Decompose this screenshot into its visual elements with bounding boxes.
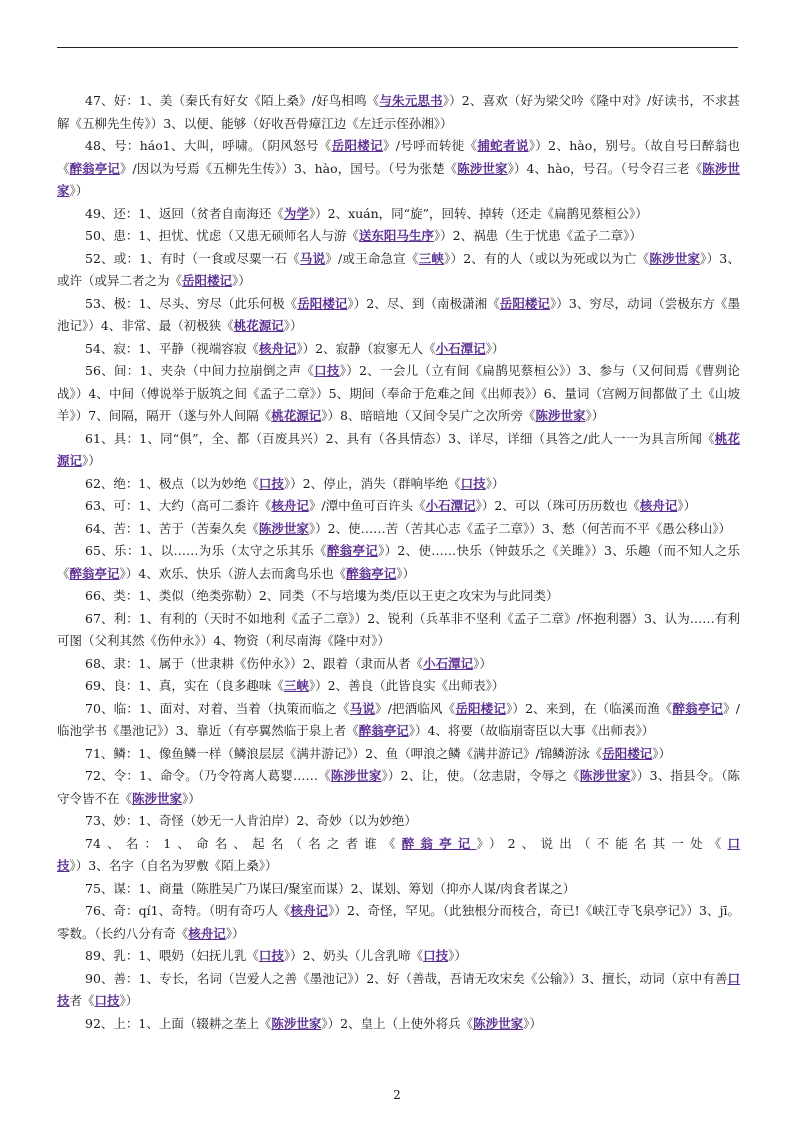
entry-text: 》） xyxy=(523,1015,542,1031)
entry-paragraph xyxy=(57,945,740,968)
entry-text: 》）2、让，使。（忿恚尉，令辱之《 xyxy=(381,768,580,783)
source-link[interactable]: 陈涉世家 xyxy=(649,250,701,266)
source-link[interactable]: 醉翁亭记 xyxy=(401,835,477,851)
entry-text: 62、绝：1、极点（以为妙绝《 xyxy=(85,475,259,491)
source-link[interactable]: 岳阳楼记 xyxy=(602,745,653,761)
entry-text: 》） xyxy=(82,453,101,468)
entry-paragraph xyxy=(57,743,740,766)
source-link[interactable]: 口技 xyxy=(94,993,120,1008)
source-link[interactable]: 核舟记 xyxy=(639,498,678,513)
entry-text: 》）4、hào，号召。（号令召三老《 xyxy=(507,160,703,176)
entry-text: 47、好：1、美（秦氏有好女《陌上桑》/好鸟相鸣《 xyxy=(85,93,380,108)
entry-text: 》/潭中鱼可百许头《 xyxy=(308,498,426,513)
entry-text: 69、良：1、真，实在（良多趣味《 xyxy=(85,678,284,693)
entry-text: 》）2、皇上（上使外将兵《 xyxy=(321,1015,474,1031)
source-link[interactable]: 核舟记 xyxy=(188,925,226,941)
source-link[interactable]: 陈涉世家 xyxy=(473,1015,524,1031)
entry-text: 》/因以为号焉《五柳先生传》）3、hào，国号。（号为张楚《 xyxy=(119,160,458,176)
entry-text: 》/把酒临风《 xyxy=(375,700,456,716)
entry-text: 》）2、奇怪，罕见。（此独根分而枝合，奇已!《峡江寺飞泉亭记》）3、jī。零数。（长约八分有奇《 xyxy=(57,903,741,941)
entry-paragraph xyxy=(57,765,740,810)
entry-text: 70、临：1、面对、对着、当着（执策而临之《 xyxy=(85,700,350,716)
source-link[interactable]: 口技 xyxy=(258,475,284,491)
entry-text: 》）2、可以（珠可历历数也《 xyxy=(475,498,640,513)
entry-text: 》） xyxy=(485,475,505,491)
entry-text: 67、利：1、有利的（天时不如地利《孟子二章》）2、锐利（兵革非不坚利《孟子二章》/怀抱利器）3、认为……有利可图（父利其然《伤仲永》）4、物资（利尽南海《隆中对》） xyxy=(57,610,740,648)
entry-paragraph xyxy=(57,1013,740,1036)
entry-text: 75、谋：1、商量（陈胜吴广乃谋曰/聚室而谋）2、谋划、筹划（抑亦人谋/肉食者谋之） xyxy=(85,880,576,896)
source-link[interactable]: 醉翁亭记 xyxy=(69,160,120,176)
source-link[interactable]: 岳阳楼记 xyxy=(297,295,348,311)
source-link[interactable]: 岳阳楼记 xyxy=(331,138,383,153)
source-link[interactable]: 三峡 xyxy=(283,678,309,693)
source-link[interactable]: 陈涉世家 xyxy=(132,790,183,806)
entry-paragraph xyxy=(57,518,740,541)
entry-text: 》） xyxy=(652,745,672,761)
entry-text: 52、或：1、有时（一食或尽粟一石《 xyxy=(85,250,300,266)
entry-text: 65、乐：1、以……为乐（太守之乐其乐《 xyxy=(85,543,327,558)
entry-paragraph xyxy=(57,900,740,945)
entry-paragraph xyxy=(57,473,740,496)
source-link[interactable]: 小石潭记 xyxy=(423,655,474,671)
entry-text: 50、患：1、担忧、忧虑（又患无硕师名人与游《 xyxy=(85,228,359,243)
source-link[interactable]: 口技 xyxy=(57,835,740,873)
entry-text: 》）2、祸患（生于忧患《孟子二章》） xyxy=(433,228,642,243)
source-link[interactable]: 核舟记 xyxy=(258,340,297,356)
source-link[interactable]: 陈涉世家 xyxy=(271,1015,322,1031)
entry-text: 》）2、停止，消失（群响毕绝《 xyxy=(283,475,461,491)
entry-paragraph xyxy=(57,585,740,608)
source-link[interactable]: 送东阳马生序 xyxy=(358,228,434,243)
entry-text: 》）2、尽、到（南极潇湘《 xyxy=(347,295,500,311)
source-link[interactable]: 醉翁亭记 xyxy=(358,723,409,738)
source-link[interactable]: 岳阳楼记 xyxy=(499,295,550,311)
source-link[interactable]: 醉翁亭记 xyxy=(346,565,397,581)
entry-text: 》） xyxy=(473,655,492,671)
source-link[interactable]: 口技 xyxy=(258,948,284,963)
source-link[interactable]: 醉翁亭记 xyxy=(69,565,120,581)
entry-text: 》）2、说出（不能名其一处《 xyxy=(476,835,728,851)
entry-paragraph xyxy=(57,675,740,698)
entry-paragraph xyxy=(57,203,740,226)
page-number: 2 xyxy=(393,1088,401,1102)
source-link[interactable]: 陈涉世家 xyxy=(579,768,631,783)
entry-text: 》）2、有的人（或以为死或以为亡《 xyxy=(444,250,650,266)
entry-paragraph xyxy=(57,878,740,901)
entry-text: 》/或王命急宣《 xyxy=(325,250,419,266)
entry-text: 》） xyxy=(69,183,89,198)
entry-text: 》）8、暗暗地（又间令吴广之次所旁《 xyxy=(321,408,536,423)
entry-text: 54、寂：1、平静（视端容寂《 xyxy=(85,340,259,356)
entry-paragraph xyxy=(57,540,740,585)
source-link[interactable]: 桃花源记 xyxy=(57,430,740,468)
entry-paragraph xyxy=(57,495,740,518)
entry-text: 》） xyxy=(182,790,201,806)
entry-text: 》）3、名字（自名为罗敷《陌上桑》） xyxy=(69,858,278,873)
source-link[interactable]: 桃花源记 xyxy=(233,318,284,333)
entry-paragraph xyxy=(57,428,740,473)
entry-paragraph xyxy=(57,90,740,135)
entry-text: 》） xyxy=(232,273,251,288)
entry-text: 》）2、xuán，同“旋”，回转、掉转（还走《扁鹊见蔡桓公》） xyxy=(308,205,648,221)
entry-text: 64、苦：1、苦于（苦秦久矣《 xyxy=(85,520,259,536)
entry-text: 71、鳞：1、像鱼鳞一样（鳞浪层层《满井游记》）2、鱼（呷浪之鳞《满井游记》/锦鳞游泳《 xyxy=(85,745,603,761)
entry-text: 48、号：háo1、大叫，呼啸。（阴风怒号《 xyxy=(85,138,332,153)
source-link[interactable]: 桃花源记 xyxy=(271,408,322,423)
entry-text: 》） xyxy=(448,948,467,963)
entry-text: 63、可：1、大约（高可二黍许《 xyxy=(85,498,272,513)
entry-paragraph xyxy=(57,338,740,361)
source-link[interactable]: 口技 xyxy=(57,970,740,1008)
entry-text: 53、极：1、尽头、穷尽（此乐何极《 xyxy=(85,295,298,311)
source-link[interactable]: 小石潭记 xyxy=(435,340,486,356)
source-link[interactable]: 醉翁亭记 xyxy=(326,543,379,558)
entry-text: 》）4、欢乐、快乐（游人去而禽鸟乐也《 xyxy=(119,565,347,581)
entry-text: 76、奇：qí1、奇特。（明有奇巧人《 xyxy=(85,903,291,918)
source-link[interactable]: 三峡 xyxy=(418,250,445,266)
entry-paragraph xyxy=(57,248,740,293)
entry-paragraph xyxy=(57,135,740,203)
source-link[interactable]: 陈涉世家 xyxy=(535,408,586,423)
entry-text: 》）2、使……苦（苦其心志《孟子二章》）3、愁（何苦而不平《愚公移山》） xyxy=(308,520,732,536)
source-link[interactable]: 陈涉世家 xyxy=(57,160,740,198)
source-link[interactable]: 陈涉世家 xyxy=(258,520,309,536)
source-link[interactable]: 为学 xyxy=(283,205,309,221)
entry-text: 》）2、喜欢（好为梁父吟《隆中对》/好读书，不求甚解《五柳先生传》）3、以便、能够（好收吾骨瘴江边《左迁示侄孙湘》） xyxy=(57,93,740,131)
source-link[interactable]: 与朱元思书 xyxy=(379,93,443,108)
entry-text: 》） xyxy=(585,408,605,423)
entry-text: 》） xyxy=(485,340,505,356)
entry-text: 》/临池学书《墨池记》）3、靠近（有亭翼然临于泉上者《 xyxy=(57,700,740,738)
entry-text: 》） xyxy=(283,318,303,333)
entry-text: 》/号呼而转徙《 xyxy=(382,138,478,153)
source-link[interactable]: 核舟记 xyxy=(290,903,329,918)
entry-text: 》） xyxy=(396,565,416,581)
entry-text: 92、上：1、上面（辍耕之垄上《 xyxy=(85,1015,272,1031)
entry-text: 》） xyxy=(677,498,697,513)
source-link[interactable]: 口技 xyxy=(314,363,340,378)
entry-text: 》） xyxy=(119,993,139,1008)
entry-text: 61、具：1、同“俱”，全、都（百废具兴）2、具有（各具情态）3、详尽，详细（具答之/此人一一为具言所闻《 xyxy=(85,430,715,446)
entry-paragraph xyxy=(57,833,740,878)
entry-text: 》） xyxy=(225,925,245,941)
entry-text: 73、妙：1、奇怪（妙无一人肯泊岸）2、奇妙（以为妙绝） xyxy=(85,813,417,828)
entry-text: 74、名：1、命名、起名（名之者谁《 xyxy=(85,835,402,851)
source-link[interactable]: 口技 xyxy=(460,475,486,491)
source-link[interactable]: 岳阳楼记 xyxy=(182,273,233,288)
source-link[interactable]: 陈涉世家 xyxy=(457,160,508,176)
entry-paragraph xyxy=(57,225,740,248)
entry-text: 》）3、或许（或异二者之为《 xyxy=(57,250,740,288)
entry-text: 》）2、来到，在（临溪而渔《 xyxy=(506,700,673,716)
entry-paragraph xyxy=(57,608,740,653)
source-link[interactable]: 捕蛇者说 xyxy=(477,138,529,153)
entry-text: 》）2、奶头（儿含乳啼《 xyxy=(283,948,424,963)
entry-paragraph xyxy=(57,360,740,428)
entry-paragraph xyxy=(57,968,740,1013)
entry-text: 》）3、指县令。（陈守令皆不在《 xyxy=(57,768,740,806)
entry-text: 49、还：1、返回（贫者自南海还《 xyxy=(85,205,284,221)
entry-text: 者《 xyxy=(69,993,95,1008)
entry-text: 》）3、穷尽，动词（尝极东方《墨池记》）4、非常、最（初极狭《 xyxy=(57,295,740,333)
entry-text: 72、令：1、命令。（乃令符离人葛婴……《 xyxy=(85,768,331,783)
entry-text: 》）2、善良（此皆良实《出师表》） xyxy=(308,678,505,693)
entry-text: 90、善：1、专长，名词（岂爱人之善《墨池记》）2、好（善哉，吾请无攻宋矣《公输》）3、擅长，动词（京中有善 xyxy=(85,970,728,986)
source-link[interactable]: 岳阳楼记 xyxy=(455,700,506,716)
source-link[interactable]: 小石潭记 xyxy=(425,498,476,513)
entry-text: 56、间：1、夹杂（中间力拉崩倒之声《 xyxy=(85,363,315,378)
entry-text: 》）2、使……快乐（钟鼓乐之《关雎》）3、乐趣（而不知人之乐《 xyxy=(57,543,740,581)
entry-paragraph xyxy=(57,810,740,833)
entry-paragraph xyxy=(57,293,740,338)
source-link[interactable]: 陈涉世家 xyxy=(330,768,382,783)
source-link[interactable]: 核舟记 xyxy=(271,498,309,513)
entry-text: 89、乳：1、喂奶（妇抚儿乳《 xyxy=(85,948,259,963)
vocabulary-entries xyxy=(57,90,740,1035)
source-link[interactable]: 马说 xyxy=(299,250,326,266)
entry-text: 》）2、寂静（寂寥无人《 xyxy=(296,340,436,356)
source-link[interactable]: 口技 xyxy=(423,948,449,963)
entry-paragraph xyxy=(57,698,740,743)
entry-text: 68、隶：1、属于（世隶耕《伤仲永》）2、跟着（隶而从者《 xyxy=(85,655,424,671)
header-rule xyxy=(57,47,738,48)
entry-text: 》）4、将要（故临崩寄臣以大事《出师表》） xyxy=(408,723,655,738)
entry-text: 》）2、一会儿（立有间《扁鹊见蔡桓公》）3、参与（又何间焉《曹刿论战》）4、中间（傅说举于版筑之间《孟子二章》）5、期间（奉命于危难之间《出师表》）6、量词（宫阙万间都做了土《山坡羊》）7、间隔，隔开（遂与外人间隔《 xyxy=(57,363,740,423)
source-link[interactable]: 马说 xyxy=(349,700,376,716)
source-link[interactable]: 醉翁亭记 xyxy=(672,700,724,716)
entry-paragraph xyxy=(57,653,740,676)
entry-text: 66、类：1、类似（绝类弥勒）2、同类（不与培塿为类/臣以王吏之攻宋为与此同类） xyxy=(85,588,559,603)
entry-text: 》）2、hào，别号。（故自号曰醉翁也《 xyxy=(57,138,740,176)
